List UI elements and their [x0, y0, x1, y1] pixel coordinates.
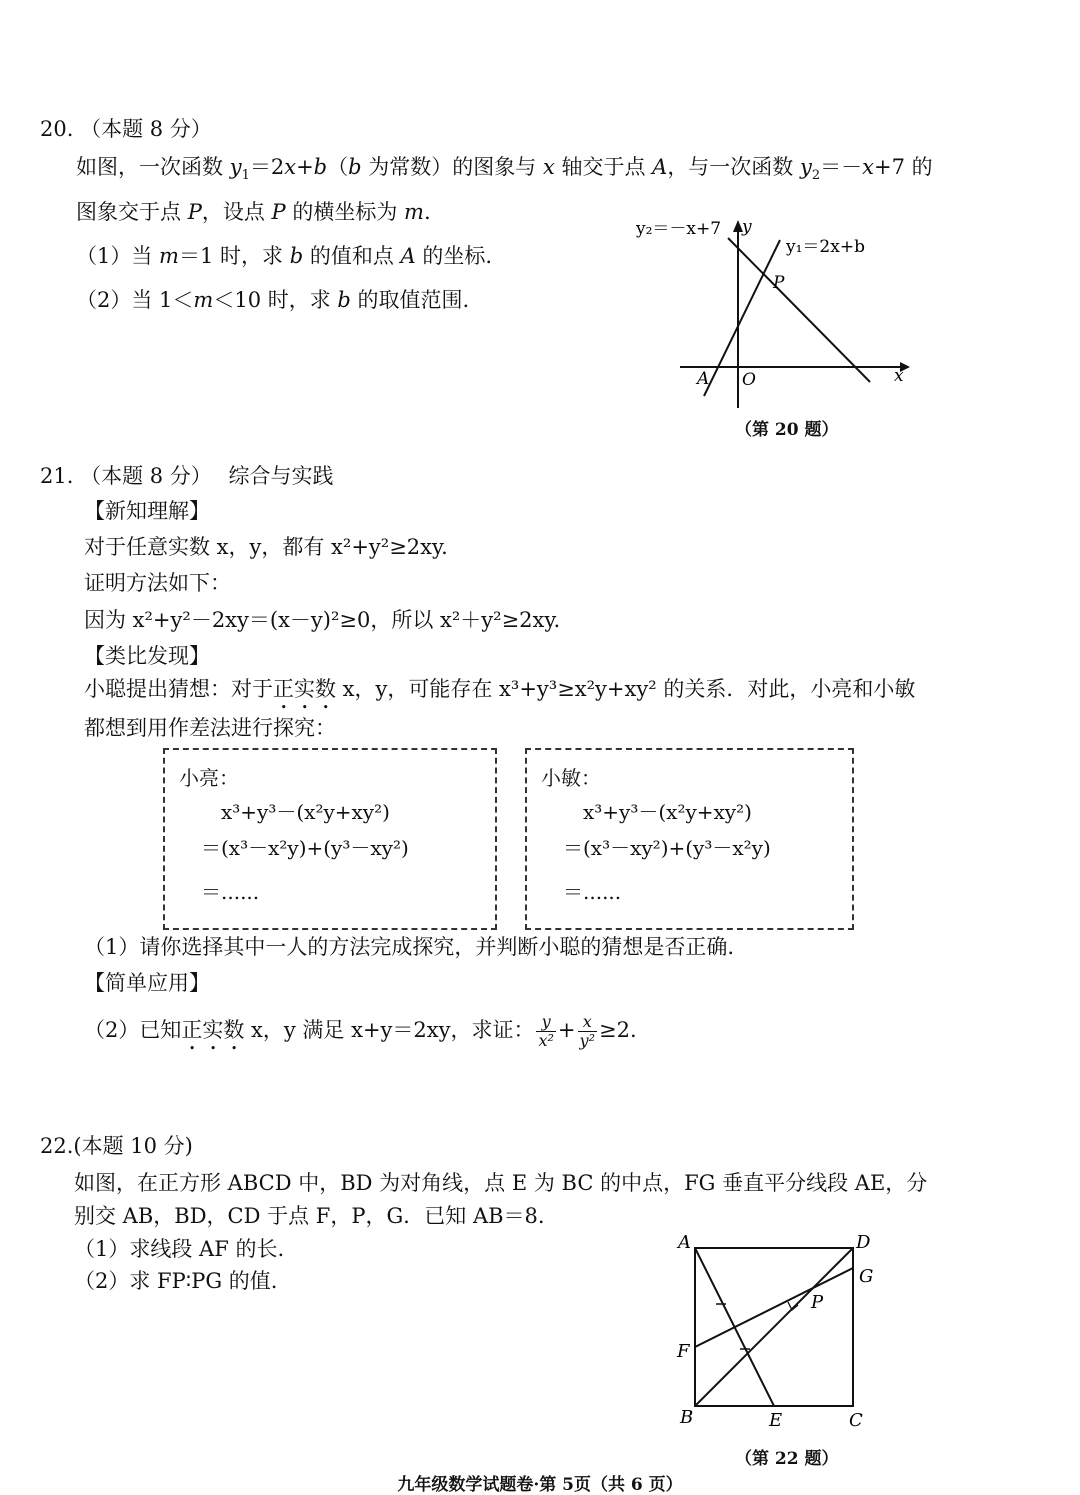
q22-caption: （第 22 题）: [735, 1449, 839, 1469]
q20-label-P: P: [773, 273, 785, 293]
q22-header: [40, 1131, 193, 1161]
box2-row3: ＝......: [563, 880, 622, 904]
q21-frac1: $\frac{y}{\text{x²}}$: [538, 1012, 554, 1050]
q22-part1: （1）求线段 AF 的长.: [74, 1237, 285, 1261]
q21-heading-analogy: 【类比发现】: [84, 644, 210, 668]
q20-stem-line1: 如图，一次函数 $y_1=2x+b(b$ 为常数）的图象与 x 轴交于点 A，与一次函数 $y_2=-x+7$ 的: [76, 155, 933, 184]
q22-stem-line1: 如图，在正方形 ABCD 中，BD 为对角线，点 E 为 BC 的中点，FG 垂直平分线段 AE，分: [74, 1171, 928, 1195]
q20-number: 20.: [40, 117, 74, 141]
q22-label-F: F: [677, 1341, 690, 1362]
q20-line-y2: [728, 238, 870, 382]
box1-row3: ＝......: [201, 880, 260, 904]
q22-stem-line2: 别交 AB，BD，CD 于点 F，P，G．已知 AB＝8.: [74, 1204, 545, 1228]
q21-frac2: $\frac{x}{\text{y²}}$: [579, 1012, 595, 1050]
q22-label-C: C: [849, 1410, 863, 1431]
q22-score: (本题 10 分): [73, 1134, 193, 1158]
q21-part2: （2）已知正实数 x，y 满足 x+y＝2xy，求证： $\frac{y}{\text{x²}}$ + $\frac{x}{\text{y²}}$ ≥2.: [84, 1012, 637, 1050]
q20-label-y: y: [742, 217, 752, 237]
q21-line2: 证明方法如下：: [84, 571, 231, 595]
q22-number: 22.: [40, 1134, 74, 1158]
q22-label-B: B: [680, 1407, 694, 1428]
q22-label-G: G: [859, 1266, 874, 1287]
q21-topic: 综合与实践: [228, 464, 334, 488]
q20-header: [40, 114, 212, 144]
q21-header: [40, 461, 334, 491]
q21-line3: 因为 x²+y²－2xy＝(x－y)²≥0，所以 x²＋y²≥2xy.: [84, 608, 561, 632]
q20-part2: （2）当 1＜m＜10 时，求 b 的取值范围.: [76, 288, 470, 312]
box2-name: 小敏：: [541, 766, 601, 790]
q22-label-P: P: [811, 1292, 824, 1313]
q20-caption: （第 20 题）: [735, 420, 839, 440]
q20-label-x: x: [894, 366, 904, 386]
q20-part1: （1）当 m＝1 时，求 b 的值和点 A 的坐标.: [76, 244, 493, 268]
q20-label-y1: y₁＝2x+b: [786, 237, 865, 257]
q22-figure: [670, 1228, 890, 1443]
box2-row1: x³+y³－(x²y+xy²): [583, 800, 752, 824]
q21-score: （本题 8 分）: [80, 464, 212, 488]
q21-line4: 小聪提出猜想：对于正实数 x，y，可能存在 x³+y³≥x²y+xy² 的关系．对此，小亮和小敏: [84, 677, 916, 701]
q20-label-A: A: [697, 369, 710, 389]
q21-box-xiaoliang: [163, 748, 497, 930]
q22-label-E: E: [769, 1410, 783, 1431]
box1-row2: ＝(x³－x²y)+(y³－xy²): [201, 836, 409, 860]
box1-name: 小亮：: [179, 766, 239, 790]
q22-part2: （2）求 FP∶PG 的值.: [74, 1269, 278, 1293]
q22-diagonal-BD: [695, 1248, 853, 1406]
q22-label-D: D: [856, 1232, 871, 1253]
q22-label-A: A: [678, 1232, 691, 1253]
q21-heading-apply: 【简单应用】: [84, 971, 210, 995]
q21-number: 21.: [40, 464, 74, 488]
q21-heading-new: 【新知理解】: [84, 499, 210, 523]
q20-stem-line2: 图象交于点 P，设点 P 的横坐标为 m.: [76, 200, 431, 224]
q21-part1: （1）请你选择其中一人的方法完成探究，并判断小聪的猜想是否正确.: [84, 935, 735, 959]
q20-label-O: O: [742, 370, 756, 390]
q22-segment-FG: [695, 1268, 853, 1347]
q20-score: （本题 8 分）: [80, 117, 212, 141]
box1-row1: x³+y³－(x²y+xy²): [221, 800, 390, 824]
page-footer: 九年级数学试题卷·第 5页（共 6 页）: [397, 1475, 683, 1495]
q21-box-xiaomin: [525, 748, 854, 930]
q21-line5: 都想到用作差法进行探究：: [84, 716, 336, 740]
box2-row2: ＝(x³－xy²)+(y³－x²y): [563, 836, 771, 860]
q20-label-y2: y₂＝－x+7: [636, 219, 722, 239]
q20-figure: [630, 210, 920, 415]
q21-line1: 对于任意实数 x，y，都有 x²+y²≥2xy.: [84, 535, 448, 559]
